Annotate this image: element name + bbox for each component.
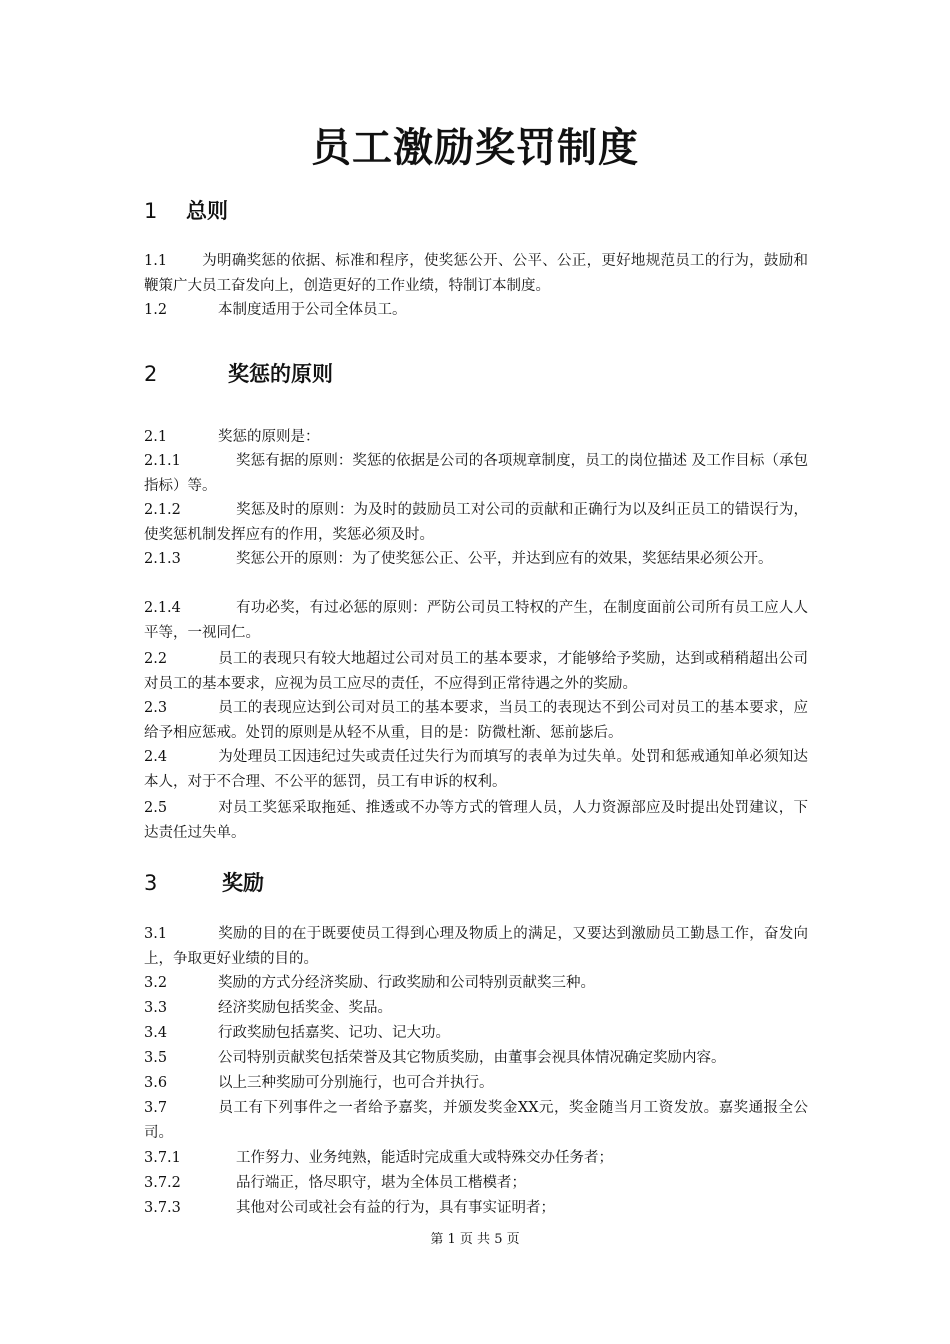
paragraph [144,596,808,645]
paragraph [144,745,808,794]
section-heading-1 [144,196,228,226]
paragraph-text: 奖惩公开的原则：为了使奖惩公正、公平，并达到应有的效果，奖惩结果必须公开。 [236,551,773,567]
paragraph-number: 3.7 [144,1100,168,1116]
paragraph-text: 有功必奖，有过必惩的原则：严防公司员工特权的产生，在制度面前公司所有员工应人人平等，一视同仁。 [144,600,808,641]
paragraph-text: 员工有下列事件之一者给予嘉奖，并颁发奖金XX元，奖金随当月工资发放。嘉奖通报全公司。 [144,1100,808,1141]
paragraph-text: 奖惩有据的原则：奖惩的依据是公司的各项规章制度，员工的岗位描述 及工作目标（承包指标）等。 [144,453,808,494]
paragraph-number: 3.3 [144,1000,168,1016]
paragraph-text: 其他对公司或社会有益的行为，具有事实证明者； [236,1200,555,1216]
paragraph-number: 2.1 [144,429,168,445]
paragraph-text: 为明确奖惩的依据、标准和程序，使奖惩公开、公平、公正，更好地规范员工的行为，鼓励和鞭策广大员工奋发向上，创造更好的工作业绩，特制订本制度。 [144,253,808,294]
paragraph-number: 2.1.1 [144,453,181,469]
paragraph-number: 3.7.2 [144,1175,181,1191]
section-title: 奖惩的原则 [228,362,333,386]
paragraph-text: 为处理员工因违纪过失或责任过失行为而填写的表单为过失单。处罚和惩戒通知单必须知达本人，对于不合理、不公平的惩罚，员工有申诉的权利。 [144,749,808,790]
paragraph-text: 员工的表现应达到公司对员工的基本要求，当员工的表现达不到公司对员工的基本要求，应给予相应惩戒。处罚的原则是从轻不从重，目的是：防微杜渐、惩前毖后。 [144,700,808,741]
paragraph-number: 3.5 [144,1050,168,1066]
paragraph [144,298,808,323]
section-number: 2 [144,362,158,386]
paragraph-text: 工作努力、业务纯熟，能适时完成重大或特殊交办任务者； [236,1150,613,1166]
paragraph-text: 本制度适用于公司全体员工。 [218,302,407,318]
paragraph-number: 3.6 [144,1075,168,1091]
paragraph-text: 奖惩的原则是： [218,429,320,445]
paragraph-number: 3.7.3 [144,1200,181,1216]
paragraph [144,498,808,547]
paragraph [144,971,808,996]
section-heading-3 [144,868,264,898]
paragraph [144,996,808,1021]
paragraph [144,796,808,845]
paragraph [144,1096,808,1145]
paragraph-text: 奖惩及时的原则：为及时的鼓励员工对公司的贡献和正确行为以及纠正员工的错误行为，使奖惩机制发挥应有的作用，奖惩必须及时。 [144,502,808,543]
section-title: 奖励 [222,871,264,895]
paragraph-number: 2.1.2 [144,502,181,518]
paragraph [144,922,808,971]
paragraph [144,1196,808,1221]
paragraph [144,1071,808,1096]
paragraph-text: 奖励的目的在于既要使员工得到心理及物质上的满足，又要达到激励员工勤恳工作，奋发向上，争取更好业绩的目的。 [144,926,808,967]
paragraph-text: 员工的表现只有较大地超过公司对员工的基本要求，才能够给予奖励，达到或稍稍超出公司对员工的基本要求，应视为员工应尽的责任，不应得到正常待遇之外的奖励。 [144,651,808,692]
paragraph-text: 品行端正，恪尽职守，堪为全体员工楷模者； [236,1175,526,1191]
paragraph-number: 1.1 [144,253,168,269]
document-title: 员工激励奖罚制度 [311,125,639,171]
paragraph [144,647,808,696]
section-heading-2 [144,359,333,389]
section-number: 3 [144,871,158,895]
paragraph-number: 2.3 [144,700,168,716]
paragraph-number: 3.7.1 [144,1150,181,1166]
paragraph-number: 2.1.3 [144,551,181,567]
paragraph-number: 1.2 [144,302,168,318]
page-footer: 第 1 页 共 5 页 [430,1232,520,1247]
paragraph-text: 公司特别贡献奖包括荣誉及其它物质奖励，由董事会视具体情况确定奖励内容。 [218,1050,726,1066]
paragraph-text: 经济奖励包括奖金、奖品。 [218,1000,392,1016]
paragraph-number: 2.1.4 [144,600,181,616]
paragraph [144,1021,808,1046]
paragraph [144,425,808,450]
paragraph-number: 3.4 [144,1025,168,1041]
paragraph [144,547,808,572]
paragraph-text: 对员工奖惩采取拖延、推透或不办等方式的管理人员，人力资源部应及时提出处罚建议，下达责任过失单。 [144,800,808,841]
paragraph-number: 2.2 [144,651,168,667]
paragraph [144,696,808,745]
paragraph [144,449,808,498]
section-title: 总则 [186,199,228,223]
paragraph-text: 以上三种奖励可分别施行，也可合并执行。 [218,1075,494,1091]
section-number: 1 [144,199,158,223]
paragraph-text: 行政奖励包括嘉奖、记功、记大功。 [218,1025,450,1041]
paragraph [144,1046,808,1071]
paragraph [144,249,808,298]
paragraph-number: 3.2 [144,975,168,991]
paragraph [144,1146,808,1171]
paragraph-text: 奖励的方式分经济奖励、行政奖励和公司特别贡献奖三种。 [218,975,595,991]
paragraph [144,1171,808,1196]
paragraph-number: 3.1 [144,926,168,942]
paragraph-number: 2.5 [144,800,168,816]
paragraph-number: 2.4 [144,749,168,765]
